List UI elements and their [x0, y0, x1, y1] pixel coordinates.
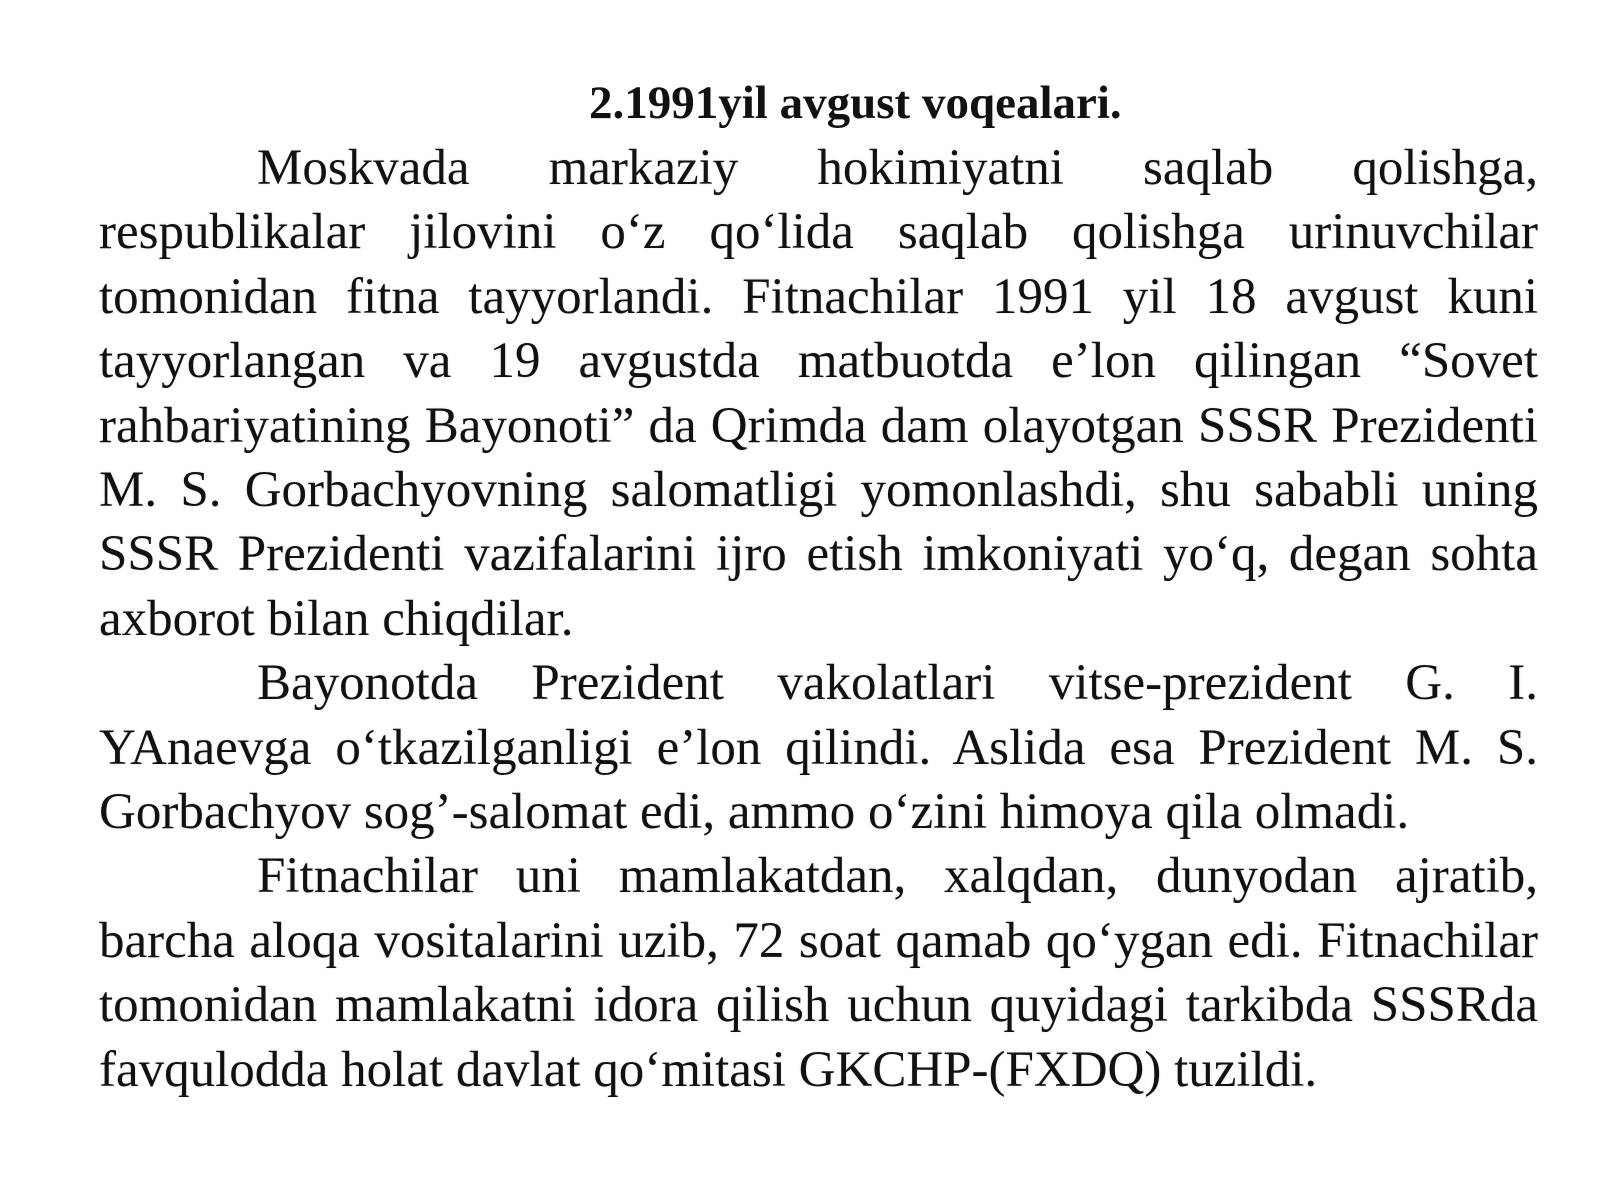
paragraph-2: Bayonotda Prezident vakolatlari vitse-prezident G. I. YAnaevga o‘tkazilganligi e’lon qilindi. Aslida esa Prezident M. S. Gorbachyov sog’-salomat edi, ammo o‘zini himoya qila olmadi.: [99, 655, 1538, 841]
document-title: 2.1991yil avgust voqealari.: [589, 77, 1122, 129]
paragraph-3: Fitnachilar uni mamlakatdan, xalqdan, dunyodan ajratib, barcha aloqa vositalarini uzib, 72 soat qamab qo‘ygan edi. Fitnachilar tomonidan mamlakatni idora qilish uchun quyidagi tarkibda SSSRda favqulodda holat davlat qo‘mitasi GKCHP-(FXDQ) tuzildi.: [99, 848, 1538, 1098]
document-page: [99, 70, 1538, 1102]
paragraph-1: Moskvada markaziy hokimiyatni saqlab qolishga, respublikalar jilovini o‘z qo‘lida saqlab qolishga urinuvchilar tomonidan fitna tayyorlandi. Fitnachilar 1991 yil 18 avgust kuni tayyorlangan va 19 avgustda matbuotda e’lon qilingan “Sovet rahbariyatining Bayonoti” da Qrimda dam olayotgan SSSR Prezidenti M. S. Gorbachyovning salomatligi yomonlashdi, shu sababli uning SSSR Prezidenti vazifalarini ijro etish imkoniyati yo‘q, degan sohta axborot bilan chiqdilar.: [99, 140, 1538, 647]
